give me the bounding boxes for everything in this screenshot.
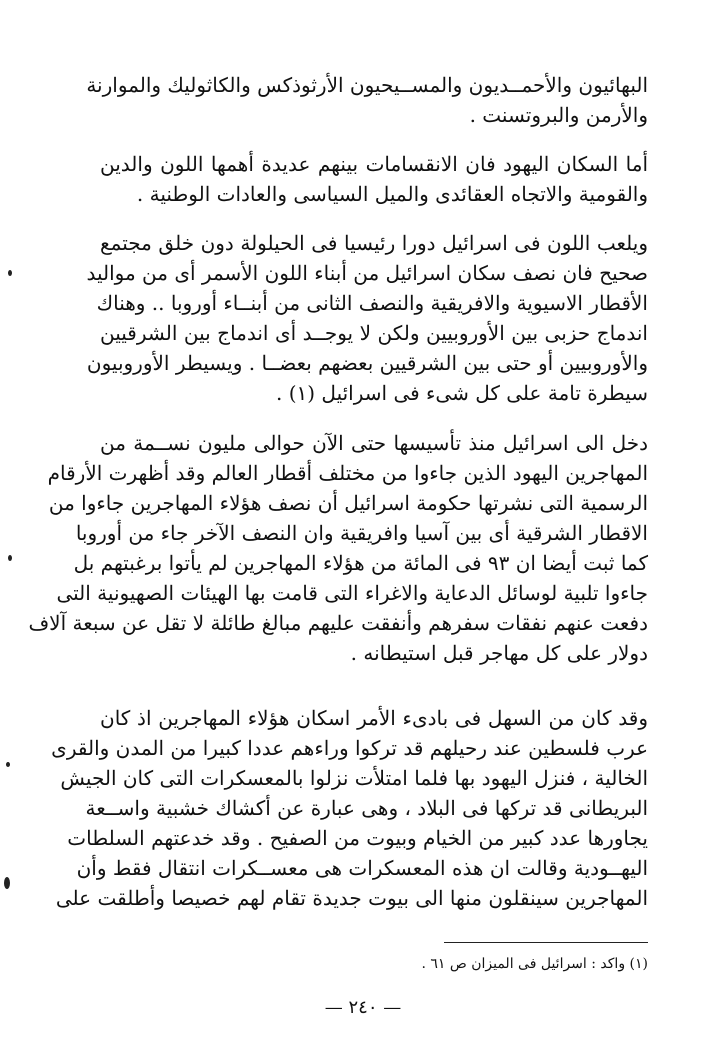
text-line: صحيح فان نصف سكان اسرائيل من أبناء اللون الأسمر أى من مواليد <box>86 261 648 285</box>
scan-speck <box>8 555 12 561</box>
text-line: يجاورها عدد كبير من الخيام وبيوت من الصفيح . وقد خدعتهم السلطات <box>67 826 648 850</box>
text-line: الأقطار الاسيوية والافريقية والنصف الثانى من أبنــاء أوروبا .. وهناك <box>96 291 648 315</box>
paragraph-3 <box>86 228 648 408</box>
paragraph-5 <box>51 703 648 913</box>
text-line: والقومية والاتجاه العقائدى والميل السياسى والعادات الوطنية . <box>136 182 648 206</box>
text-line: الرسمية التى نشرتها حكومة اسرائيل أن نصف هؤلاء المهاجرين جاءوا من <box>48 491 648 515</box>
text-line: دخل الى اسرائيل منذ تأسيسها حتى الآن حوالى مليون نســمة من <box>100 431 648 455</box>
text-line: المهاجرين اليهود الذين جاءوا من مختلف أقطار العالم وقد أظهرت الأرقام <box>47 461 648 485</box>
text-line: الخالية ، فنزل اليهود بها فلما امتلأت نزلوا بالمعسكرات التى كان الجيش <box>60 766 648 790</box>
text-line: اليهــودية وقالت ان هذه المعسكرات هى معســكرات انتقال فقط وأن <box>76 856 648 880</box>
footnote: (١) واكد : اسرائيل فى الميزان ص ٦١ . <box>421 956 648 972</box>
text-line: دفعت عنهم نفقات سفرهم وأنفقت عليهم مبالغ طائلة لا تقل عن سبعة آلاف <box>28 611 648 635</box>
paragraph-2 <box>100 149 648 209</box>
text-line: والأوروبيين أو حتى بين الشرقيين بعضهم بعضــا . ويسيطر الأوروبيون <box>86 351 648 375</box>
text-line: البريطانى قد تركها فى البلاد ، وهى عبارة عن أكشاك خشبية واســعة <box>85 796 648 820</box>
text-line: سيطرة تامة على كل شىء فى اسرائيل (١) . <box>275 381 648 405</box>
text-line: كما ثبت أيضا ان ٩٣ فى المائة من هؤلاء المهاجرين لم يأتوا برغبتهم بل <box>73 551 648 575</box>
page-number: — ٢٤٠ — <box>324 997 402 1018</box>
text-line: وقد كان من السهل فى بادىء الأمر اسكان هؤلاء المهاجرين اذ كان <box>100 706 648 730</box>
scan-speck <box>6 762 10 767</box>
paragraph-1 <box>86 70 648 130</box>
scan-speck <box>4 877 10 889</box>
scan-speck <box>8 270 12 276</box>
text-line: والأرمن والبروتسنت . <box>469 103 648 127</box>
text-line: عرب فلسطين عند رحيلهم قد تركوا وراءهم عددا كبيرا من المدن والقرى <box>51 736 648 760</box>
text-line: البهائيون والأحمــديون والمســيحيون الأرثوذكس والكاثوليك والموارنة <box>86 73 648 97</box>
paragraph-4 <box>28 428 648 668</box>
footnote-divider <box>444 942 648 943</box>
text-line: ويلعب اللون فى اسرائيل دورا رئيسيا فى الحيلولة دون خلق مجتمع <box>100 231 648 255</box>
text-line: أما السكان اليهود فان الانقسامات بينهم عديدة أهمها اللون والدين <box>100 152 648 176</box>
text-line: المهاجرين سينقلون منها الى بيوت جديدة تقام لهم خصيصا وأطلقت على <box>55 886 648 910</box>
text-line: دولار على كل مهاجر قبل استيطانه . <box>350 641 648 665</box>
text-line: الاقطار الشرقية أى بين آسيا وافريقية وان النصف الآخر جاء من أوروبا <box>75 521 648 545</box>
text-line: اندماج حزبى بين الأوروبيين ولكن لا يوجــد أى اندماج بين الشرقيين <box>100 321 648 345</box>
text-line: جاءوا تلبية لوسائل الدعاية والاغراء التى قامت بها الهيئات الصهيونية التى <box>56 581 648 605</box>
